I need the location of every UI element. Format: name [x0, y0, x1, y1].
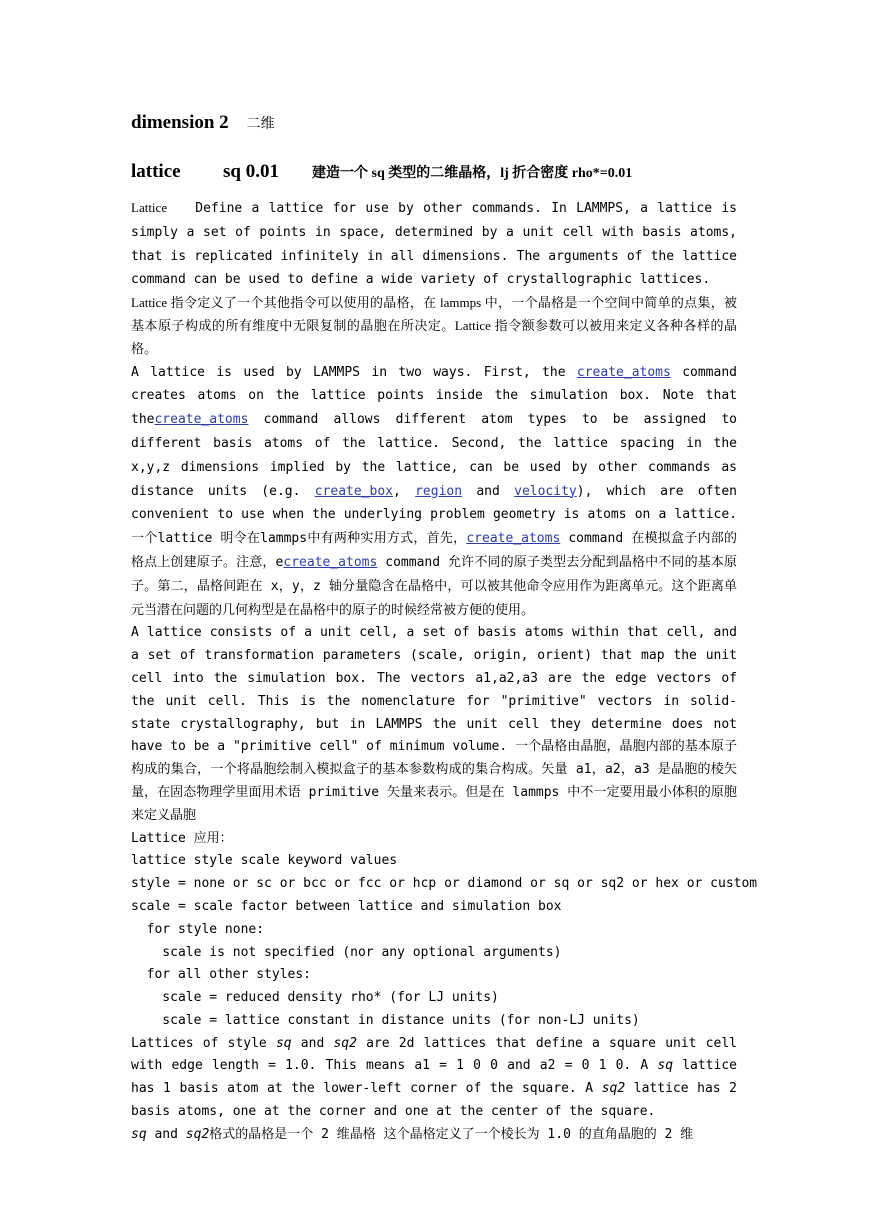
paragraph-lattice-intro-zh: Lattice 指令定义了一个其他指令可以使用的晶格，在 lammps 中，一个晶格是一个空间中简单的点集，被基本原子构成的所有维度中无限复制的晶胞在所决定。Lattice 指令额参数可以被用来定义各种各样的晶格。 — [131, 295, 737, 356]
link-region[interactable]: region — [415, 483, 463, 499]
link-create-atoms[interactable]: create_atoms — [466, 531, 561, 547]
paragraph-sq-lattices-zh: sq and sq2格式的晶格是一个 2 维晶格 这个晶格定义了一个棱长为 1.0 的直角晶胞的 2 维 — [131, 1126, 694, 1142]
link-create-atoms[interactable]: create_atoms — [283, 554, 378, 570]
usage-line: style = none or sc or bcc or fcc or hcp or diamond or sq or sq2 or hex or custom — [131, 876, 758, 892]
usage-line: for style none: — [131, 921, 265, 937]
usage-line: scale = scale factor between lattice and simulation box — [131, 898, 562, 914]
paragraph-lattice-definition: A lattice consists of a unit cell, a set of basis atoms within that cell, and a set of transformation parameters (scale, origin, orient) that map the unit cell into the simulation box. The vectors a1,a2,a3 are the edge vectors of the unit cell. This is the nomenclature for "primitive" vectors in solid-state crystallography, but in LAMMPS the unit cell they determine does not have to be a "primitive cell" of minimum volume. 一个晶格由晶胞，晶胞内部的基本原子构成的集合，一个将晶胞绘制入模拟盒子的基本参数构成的集合构成。矢量 a1，a2，a3 是晶胞的棱矢量，在固态物理学里面用术语 primitive 矢量来表示。但是在 lammps 中不一定要用最小体积的原胞来定义晶胞 — [131, 625, 737, 823]
document-body — [131, 197, 758, 1147]
link-create-atoms[interactable]: create_atoms — [154, 412, 249, 428]
style-sq: sq — [275, 1035, 292, 1051]
usage-line: lattice style scale keyword values — [131, 853, 398, 869]
paragraph-lattice-usage: A lattice is used by LAMMPS in two ways. First, the create_atoms command creates atoms on the lattice points inside the simulation box. Note that thecreate_atoms command allows different atom types to be assigned to different basis atoms of the lattice. Second, the lattice spacing in the x,y,z dimensions implied by the lattice, can be used by other commands as distance units (e.g. create_box, region and velocity), which are often convenient to use when the underlying problem geometry is atoms on a lattice. 一个lattice 明令在lammps中有两种实用方式，首先，create_atoms command 在模拟盒子内部的格点上创建原子。注意，ecreate_atoms command 允许不同的原子类型去分配到晶格中不同的基本原子。第二，晶格间距在 x，y，z 轴分量隐含在晶格中，可以被其他命令应用作为距离单元。这个距离单元当潜在问题的几何构型是在晶格中的原子的时候经常被方便的使用。 — [131, 364, 737, 618]
paragraph-sq-lattices: Lattices of style sq and sq2 are 2d lattices that define a square unit cell with edge length = 1.0. This means a1 = 1 0 0 and a2 = 0 1 0. A sq lattice has 1 basis atom at the lower-left corner of the square. A sq2 lattice has 2 basis atoms, one at the corner and one at the center of the square. — [131, 1035, 738, 1120]
link-create-atoms[interactable]: create_atoms — [576, 364, 671, 380]
paragraph-lead: Lattice — [131, 200, 168, 215]
dimension-description: 二维 — [246, 117, 275, 132]
lattice-keyword: lattice — [131, 161, 181, 182]
lattice-heading — [131, 161, 737, 187]
style-sq2: sq2 — [601, 1081, 626, 1097]
paragraph-lattice-intro — [131, 197, 737, 292]
dimension-heading — [131, 112, 737, 144]
usage-line: scale is not specified (nor any optional arguments) — [131, 944, 562, 960]
link-create-box[interactable]: create_box — [314, 483, 393, 499]
usage-line: scale = reduced density rho* (for LJ units) — [131, 990, 499, 1006]
style-sq2: sq2 — [185, 1126, 210, 1142]
document-page — [131, 112, 758, 1147]
paragraph-text: Define a lattice for use by other commands. In LAMMPS, a lattice is simply a set of points in space, determined by a unit cell with basis atoms, that is replicated infinitely in all dimensions. The arguments of the lattice command can be used to define a wide variety of crystallographic lattices. — [131, 201, 737, 288]
dimension-keyword: dimension 2 — [131, 112, 229, 133]
lattice-description: 建造一个 sq 类型的二维晶格，lj 折合密度 rho*=0.01 — [312, 166, 633, 181]
lattice-arguments: sq 0.01 — [223, 161, 279, 182]
style-sq: sq — [131, 1126, 147, 1142]
usage-line: scale = lattice constant in distance units (for non-LJ units) — [131, 1012, 640, 1028]
usage-syntax — [131, 850, 758, 1032]
usage-line: for all other styles: — [131, 967, 312, 983]
style-sq2: sq2 — [333, 1035, 357, 1051]
style-sq: sq — [657, 1058, 674, 1074]
usage-label: Lattice 应用： — [131, 830, 233, 846]
link-velocity[interactable]: velocity — [514, 483, 577, 499]
